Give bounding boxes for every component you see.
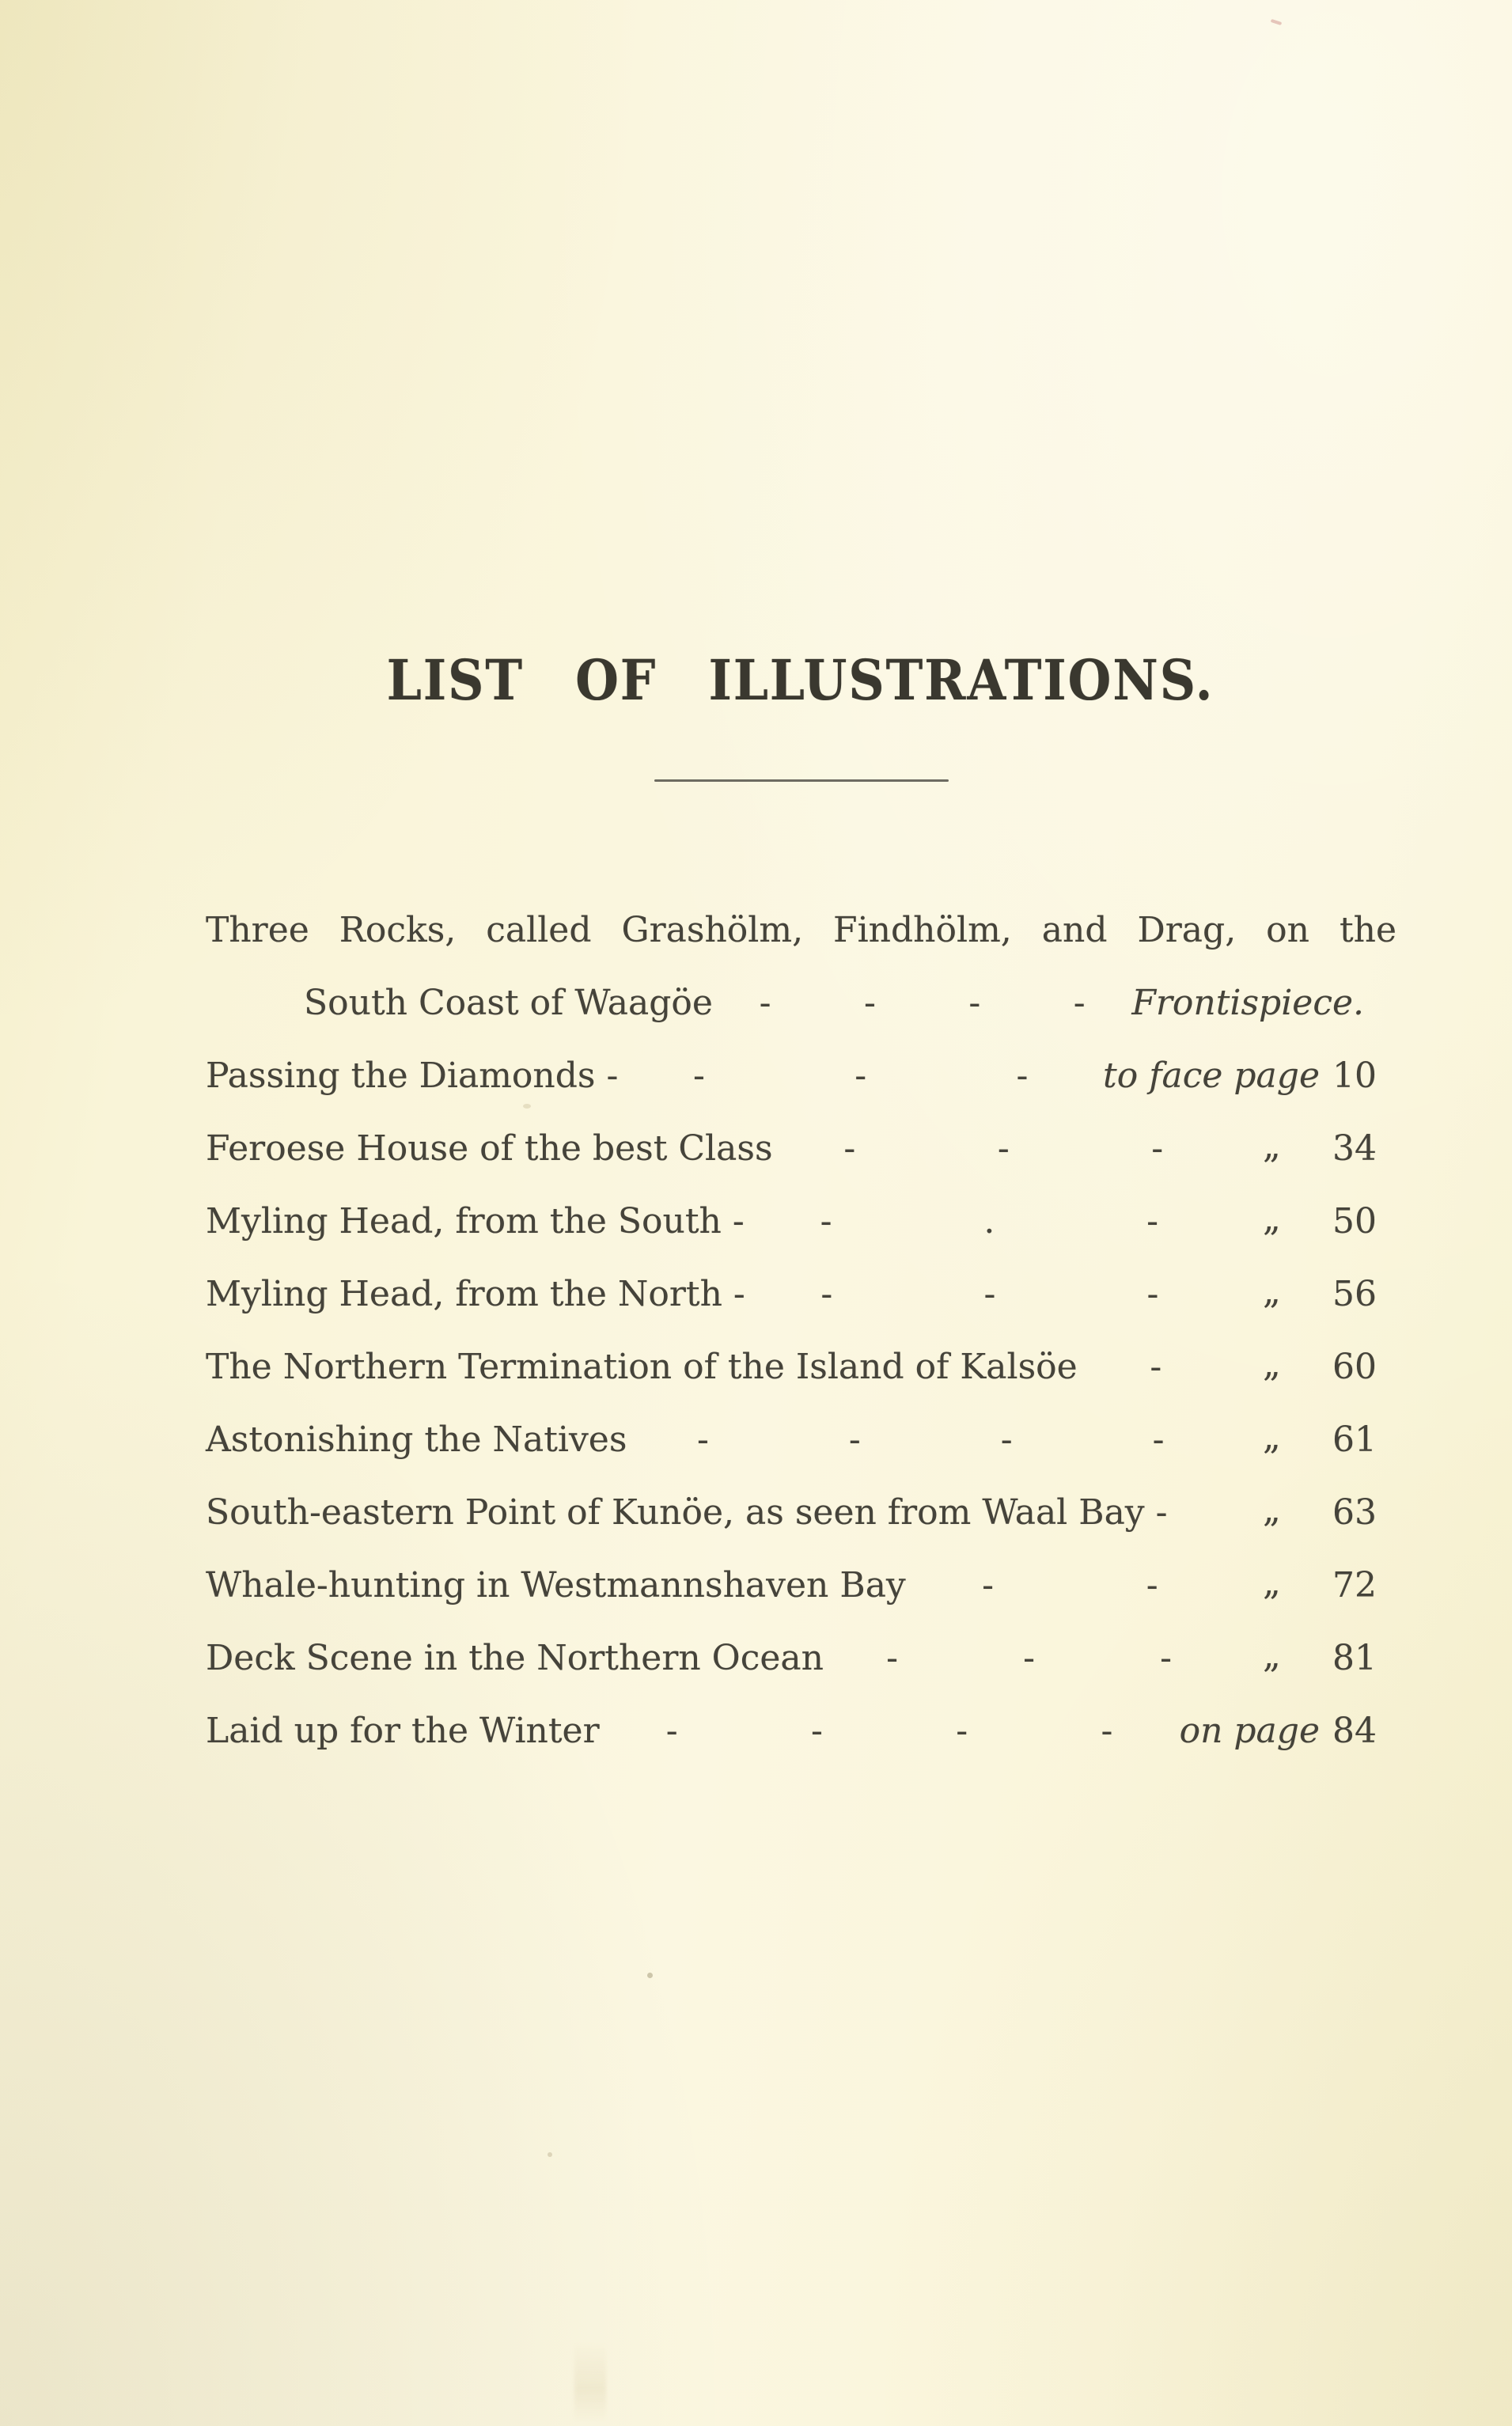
spacing-dash: - <box>1150 1347 1162 1387</box>
list-row <box>206 1490 1377 1533</box>
entry-title: Deck Scene in the Northern Ocean <box>206 1638 824 1678</box>
page-number: 10 <box>1332 1056 1377 1096</box>
spacing-dash: - <box>759 983 771 1023</box>
ref-column <box>1103 1057 1377 1095</box>
entry-title: Three Rocks, called Grashölm, Findhölm, and Drag, on the <box>206 910 1397 950</box>
ref-column <box>1234 1563 1377 1605</box>
ref-label: Frontispiece. <box>1131 983 1364 1023</box>
ditto-mark: „ <box>1263 1126 1283 1166</box>
page-number: 60 <box>1332 1347 1377 1387</box>
entry-title: Myling Head, from the South - <box>206 1201 745 1241</box>
spacing-dash: - <box>820 1201 832 1241</box>
spacing-dash: - <box>1016 1056 1029 1096</box>
spacing-dash: - <box>665 1711 678 1751</box>
list-row <box>206 910 1397 950</box>
spacing-dash: - <box>982 1565 995 1605</box>
spacing-dash: - <box>848 1420 861 1460</box>
spacing-dash: - <box>1152 1420 1165 1460</box>
list-row <box>206 1199 1377 1241</box>
spacing-dash: - <box>1073 983 1086 1023</box>
page-number: 61 <box>1332 1420 1377 1460</box>
dash-spacer <box>713 984 1131 1022</box>
scan-smudge <box>574 2342 606 2421</box>
spacing-dash: - <box>886 1638 898 1678</box>
list-row <box>206 1417 1377 1460</box>
spacing-dash: - <box>968 983 981 1023</box>
dash-spacer <box>745 1276 1234 1313</box>
ref-column <box>1234 1490 1377 1533</box>
spacing-dash: - <box>864 983 876 1023</box>
spacing-dash: - <box>1146 1201 1159 1241</box>
list-row <box>206 1344 1377 1387</box>
ditto-mark: „ <box>1263 1199 1283 1239</box>
spacing-dash: - <box>855 1056 867 1096</box>
ditto-mark: „ <box>1263 1636 1283 1676</box>
spacing-dash: - <box>1023 1638 1035 1678</box>
ref-column <box>1234 1344 1377 1387</box>
list-row <box>206 1563 1377 1605</box>
scan-speck <box>647 1973 653 1978</box>
spacing-dash: - <box>1000 1420 1013 1460</box>
spacing-dash: - <box>811 1711 823 1751</box>
spacing-dash: - <box>1160 1638 1172 1678</box>
list-row <box>206 1126 1377 1169</box>
ref-column <box>1234 1126 1377 1169</box>
spacing-dash: - <box>693 1056 705 1096</box>
spacing-dash: - <box>983 1274 996 1314</box>
ref-column <box>1131 984 1377 1022</box>
entry-title: Laid up for the Winter <box>206 1711 600 1751</box>
ditto-mark: „ <box>1263 1272 1283 1312</box>
entry-title: Astonishing the Natives <box>206 1420 627 1460</box>
dash-spacer <box>906 1567 1234 1605</box>
spacing-dash: - <box>820 1274 833 1314</box>
scan-scratch <box>1271 19 1283 25</box>
dash-spacer <box>1078 1348 1234 1386</box>
spacing-dash: - <box>696 1420 709 1460</box>
spacing-dash: - <box>1151 1128 1164 1169</box>
dash-spacer <box>600 1712 1180 1750</box>
list-row <box>206 1636 1377 1678</box>
list-row <box>304 984 1377 1022</box>
page-number: 34 <box>1332 1128 1377 1169</box>
dash-spacer <box>618 1057 1103 1095</box>
entry-title: Whale-hunting in Westmannshaven Bay <box>206 1565 906 1605</box>
entry-title: Feroese House of the best Class <box>206 1128 773 1169</box>
ditto-mark: „ <box>1263 1490 1283 1530</box>
entry-title: South-eastern Point of Kunöe, as seen from Waal Bay - <box>206 1492 1168 1533</box>
ref-label: to face page <box>1103 1056 1320 1096</box>
page-number: 56 <box>1332 1274 1377 1314</box>
entry-title: Passing the Diamonds - <box>206 1056 619 1096</box>
ref-column <box>1234 1199 1377 1241</box>
ref-column <box>1234 1417 1377 1460</box>
entry-title: Myling Head, from the North - <box>206 1274 745 1314</box>
spacing-dash: - <box>843 1128 856 1169</box>
spacing-dash: - <box>956 1711 968 1751</box>
page-title: LIST OF ILLUSTRATIONS. <box>386 646 1215 713</box>
page-number: 81 <box>1332 1638 1377 1678</box>
ditto-mark: „ <box>1263 1563 1283 1603</box>
ref-label: on page <box>1179 1711 1320 1751</box>
spacing-dash: - <box>1146 1274 1159 1314</box>
entry-title: The Northern Termination of the Island of Kalsöe <box>206 1347 1078 1387</box>
list-row <box>206 1712 1377 1750</box>
page-number: 50 <box>1332 1201 1377 1241</box>
dash-spacer <box>824 1639 1234 1677</box>
scan-speck <box>523 1104 531 1109</box>
dash-spacer <box>745 1203 1234 1241</box>
ditto-mark: „ <box>1263 1344 1283 1385</box>
dash-spacer <box>773 1130 1234 1168</box>
dash-spacer <box>627 1421 1234 1459</box>
list-row <box>206 1057 1377 1095</box>
illustrations-list <box>206 910 1397 1785</box>
ditto-mark: „ <box>1263 1417 1283 1457</box>
page-number: 84 <box>1332 1711 1377 1751</box>
spacing-dash: . <box>983 1201 995 1241</box>
ref-column <box>1234 1272 1377 1314</box>
spacing-dash: - <box>1101 1711 1113 1751</box>
entry-title: South Coast of Waagöe <box>304 983 713 1023</box>
spacing-dash: - <box>997 1128 1010 1169</box>
ref-column <box>1234 1636 1377 1678</box>
spacing-dash: - <box>1146 1565 1158 1605</box>
scan-speck <box>548 2152 552 2157</box>
list-row <box>206 1272 1377 1314</box>
page-number: 72 <box>1332 1565 1377 1605</box>
page-number: 63 <box>1332 1492 1377 1533</box>
divider-rule <box>654 779 949 782</box>
ref-column <box>1180 1712 1377 1750</box>
